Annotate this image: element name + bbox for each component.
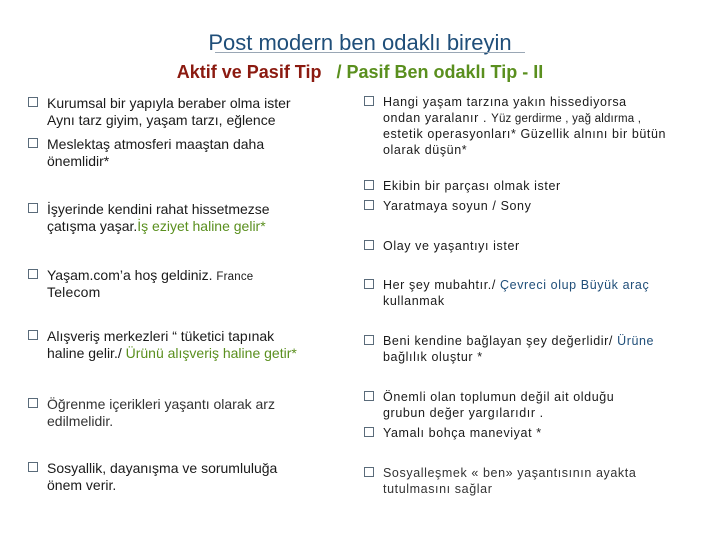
item-line: Kurumsal bir yapıyla beraber olma ister — [47, 95, 291, 111]
square-bullet-icon — [28, 330, 38, 340]
list-item — [28, 136, 358, 170]
list-item — [28, 328, 363, 362]
square-bullet-icon — [364, 467, 374, 477]
list-item — [364, 389, 704, 421]
item-line: tutulmasını sağlar — [383, 482, 493, 496]
item-line: Yamalı bohça maneviyat * — [383, 426, 542, 440]
subtitle-part-passive-ego: / Pasif Ben odaklı Tip - II — [336, 62, 544, 82]
item-line: Meslektaş atmosferi maaştan daha — [47, 136, 265, 152]
square-bullet-icon — [28, 138, 38, 148]
item-line — [364, 110, 704, 126]
square-bullet-icon — [28, 203, 38, 213]
item-line: Olay ve yaşantıyı ister — [383, 239, 520, 253]
square-bullet-icon — [364, 279, 374, 289]
item-line: önem verir. — [47, 477, 117, 493]
square-bullet-icon — [364, 427, 374, 437]
list-item — [364, 277, 709, 309]
item-line: Sosyalleşmek « ben» yaşantısının ayakta — [383, 466, 637, 480]
list-item — [364, 333, 709, 365]
item-line: Yaratmaya soyun / Sony — [383, 199, 532, 213]
list-item — [364, 178, 704, 194]
square-bullet-icon — [364, 180, 374, 190]
slide-title: Post modern ben odaklı bireyin — [208, 30, 512, 55]
item-text: çatışma yaşar. — [47, 218, 138, 234]
square-bullet-icon — [28, 269, 38, 279]
title-underline — [215, 52, 525, 53]
item-text: Beni kendine bağlayan şey değerlidir/ — [383, 334, 613, 348]
item-line: estetik operasyonları* Güzellik alnını bir bütün — [383, 127, 667, 141]
item-line — [364, 333, 709, 349]
item-line: kullanmak — [383, 294, 445, 308]
item-text-small: France — [216, 271, 254, 283]
square-bullet-icon — [364, 335, 374, 345]
square-bullet-icon — [364, 96, 374, 106]
item-line: Ekibin bir parçası olmak ister — [383, 179, 561, 193]
subtitle-part-active-passive: Aktif ve Pasif Tip — [176, 62, 322, 82]
item-highlight: İş eziyet haline gelir* — [137, 218, 266, 234]
item-line: Alışveriş merkezleri “ tüketici tapınak — [47, 328, 275, 344]
list-item — [28, 460, 358, 494]
list-item — [364, 425, 704, 441]
list-item — [364, 198, 704, 214]
square-bullet-icon — [28, 97, 38, 107]
item-text: ondan yaralanır . — [383, 111, 488, 125]
item-text: haline gelir./ — [47, 345, 122, 361]
list-item — [28, 267, 358, 301]
item-line: Aynı tarz giyim, yaşam tarzı, eğlence — [47, 112, 276, 128]
item-line: Önemli olan toplumun değil ait olduğu — [383, 390, 615, 404]
item-line — [364, 277, 709, 293]
item-text: Yaşam.com’a hoş geldiniz. — [47, 267, 213, 283]
list-item — [28, 95, 358, 129]
item-line: Telecom — [47, 284, 101, 300]
item-line: grubun değer yargılarıdır . — [383, 406, 544, 420]
list-item — [28, 201, 358, 235]
list-item — [364, 94, 704, 158]
item-line — [28, 345, 363, 362]
item-highlight: Çevreci olup Büyük araç — [500, 278, 650, 292]
item-line — [28, 267, 358, 284]
list-item — [364, 238, 704, 254]
item-line: Sosyallik, dayanışma ve sorumluluğa — [47, 460, 278, 476]
square-bullet-icon — [364, 391, 374, 401]
item-line: bağlılık oluştur * — [383, 350, 483, 364]
item-line: önemlidir* — [47, 153, 110, 169]
item-highlight: Ürüne — [617, 334, 655, 348]
list-item — [28, 396, 358, 430]
item-line: edilmelidir. — [47, 413, 114, 429]
item-highlight: Ürünü alışveriş haline getir* — [125, 345, 297, 361]
item-line: İşyerinde kendini rahat hissetmezse — [47, 201, 270, 217]
item-text-small: Yüz gerdirme , yağ aldırma , — [491, 113, 642, 125]
square-bullet-icon — [28, 398, 38, 408]
square-bullet-icon — [364, 240, 374, 250]
slide-subtitle — [0, 62, 720, 83]
item-text: Her şey mubahtır./ — [383, 278, 496, 292]
list-item — [364, 465, 704, 497]
item-line — [28, 218, 358, 235]
square-bullet-icon — [364, 200, 374, 210]
item-line: Öğrenme içerikleri yaşantı olarak arz — [47, 396, 275, 412]
item-line: olarak düşün* — [383, 143, 468, 157]
item-line: Hangi yaşam tarzına yakın hissediyorsa — [383, 95, 627, 109]
square-bullet-icon — [28, 462, 38, 472]
